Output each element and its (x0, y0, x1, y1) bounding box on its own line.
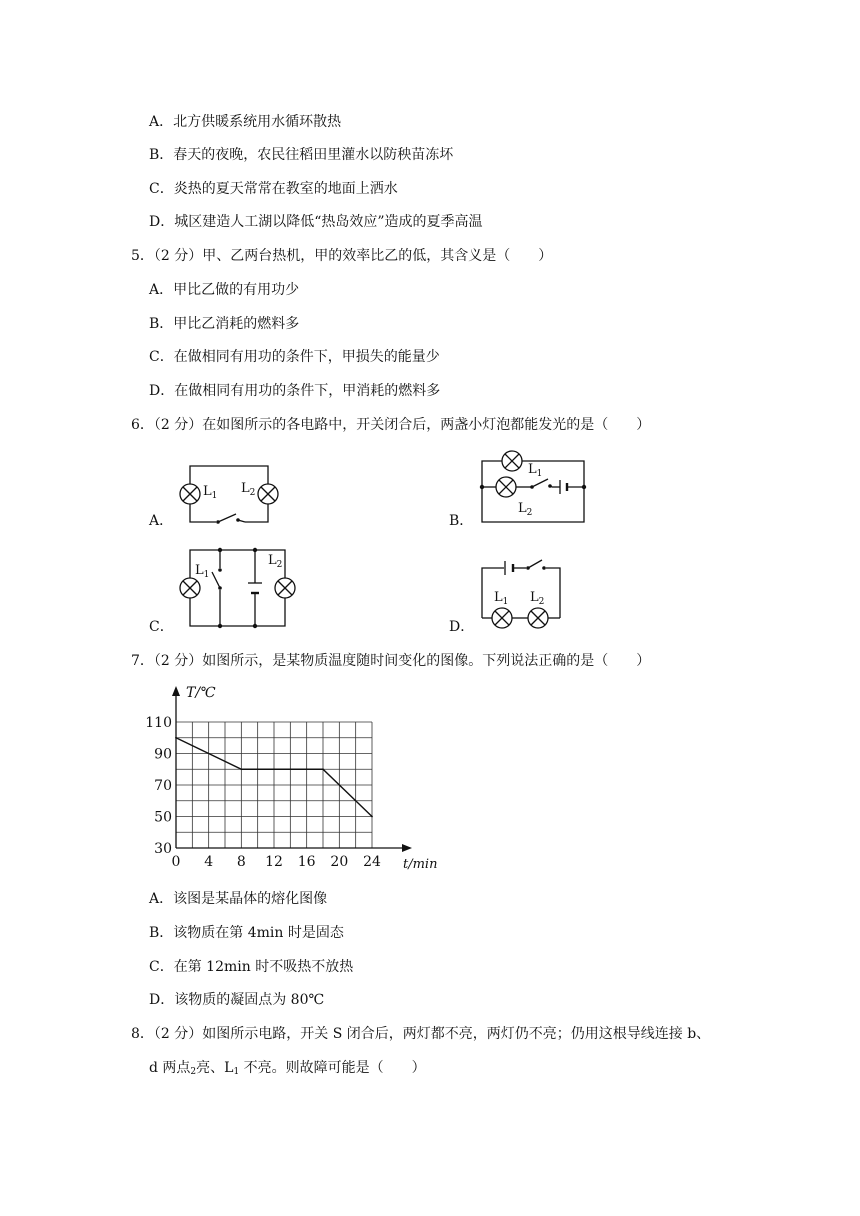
data-point (175, 737, 177, 739)
circuit-a (170, 452, 290, 532)
x-tick-label: 20 (330, 854, 349, 870)
switch-icon (212, 568, 222, 590)
lamp-l1-label: $L_1$ (494, 590, 509, 607)
lamp-l2-icon (496, 477, 516, 497)
q7-stem: 7．（2 分）如图所示，是某物质温度随时间变化的图像。下列说法正确的是（ ） (131, 653, 651, 669)
q4-option-d: D．城区建造人工湖以降低“热岛效应”造成的夏季高温 (149, 214, 483, 230)
lamp-l2-icon (275, 578, 295, 598)
x-tick-label: 8 (236, 854, 246, 870)
circuit-c (168, 540, 308, 632)
switch-icon (530, 479, 552, 489)
lamp-l1-icon (180, 578, 200, 598)
battery-icon (505, 561, 513, 575)
chart-ticks (145, 715, 381, 870)
x-tick-label: 24 (363, 854, 381, 870)
circuit-b (474, 445, 594, 527)
q6-label-b: B． (449, 513, 474, 529)
temperature-time-chart (140, 680, 450, 880)
y-tick-label: 90 (154, 746, 172, 763)
q5-option-a: A．甲比乙做的有用功少 (149, 282, 300, 298)
q5-option-b: B．甲比乙消耗的燃料多 (149, 316, 300, 332)
battery-icon (248, 583, 262, 593)
q5-option-d: D．在做相同有用功的条件下，甲消耗的燃料多 (149, 383, 441, 399)
data-point (240, 768, 242, 770)
lamp-l2-label: $L_2$ (518, 501, 533, 518)
q8-stem-line2: d 两点$_2$亮、$L_1$ 不亮。则故障可能是（ ） (149, 1060, 426, 1077)
switch-icon (526, 560, 546, 570)
q7-option-d: D．该物质的凝固点为 80℃ (149, 992, 325, 1008)
q4-option-a: A．北方供暖系统用水循环散热 (149, 114, 342, 130)
x-axis-arrow (402, 844, 412, 852)
lamp-l2-label: $L_2$ (268, 553, 283, 570)
battery-icon (560, 480, 567, 494)
q6-label-a: A． (149, 513, 174, 529)
q6-label-c: C． (149, 619, 174, 635)
circuit-d (474, 552, 574, 634)
q5-option-c: C．在做相同有用功的条件下，甲损失的能量少 (149, 349, 440, 365)
data-point (322, 768, 324, 770)
q7-option-b: B．该物质在第 4min 时是固态 (149, 925, 344, 941)
q7-option-a: A．该图是某晶体的熔化图像 (149, 891, 328, 907)
q6-stem: 6．（2 分）在如图所示的各电路中，开关闭合后，两盏小灯泡都能发光的是（ ） (131, 417, 651, 433)
lamp-l1-icon (180, 484, 200, 504)
y-tick-label: 110 (145, 715, 172, 731)
lamp-l1-label: $L_1$ (195, 563, 210, 580)
lamp-l2-icon (528, 608, 548, 628)
x-tick-label: 4 (204, 854, 214, 870)
lamp-l1-icon (502, 451, 522, 471)
q4-option-c: C．炎热的夏天常常在教室的地面上洒水 (149, 181, 398, 197)
lamp-l1-label: $L_1$ (203, 484, 218, 501)
y-tick-label: 30 (154, 841, 172, 857)
y-axis-arrow (172, 686, 180, 696)
y-axis-label: T/℃ (186, 685, 216, 701)
x-tick-label: 0 (171, 854, 181, 870)
lamp-l1-label: $L_1$ (528, 462, 543, 479)
lamp-l2-label: $L_2$ (530, 590, 545, 607)
lamp-l1-icon (492, 608, 512, 628)
lamp-l2-icon (258, 484, 278, 504)
x-axis-label: t/min (403, 857, 438, 872)
q6-label-d: D． (449, 619, 475, 635)
q8-stem-line1: 8．（2 分）如图所示电路，开关 S 闭合后，两灯都不亮，两灯仍不亮；仍用这根导线连接 b、 (131, 1026, 711, 1042)
q5-stem: 5．（2 分）甲、乙两台热机，甲的效率比乙的低，其含义是（ ） (131, 248, 553, 264)
q4-option-b: B．春天的夜晚，农民往稻田里灌水以防秧苗冻坏 (149, 147, 454, 163)
x-tick-label: 12 (265, 854, 283, 870)
chart-grid (176, 722, 372, 848)
switch-icon (216, 514, 245, 524)
x-tick-label: 16 (297, 854, 316, 870)
y-tick-label: 50 (154, 809, 172, 826)
data-point (371, 816, 373, 818)
y-tick-label: 70 (154, 778, 172, 794)
q7-option-c: C．在第 12min 时不吸热不放热 (149, 959, 354, 975)
lamp-l2-label: $L_2$ (241, 481, 256, 498)
